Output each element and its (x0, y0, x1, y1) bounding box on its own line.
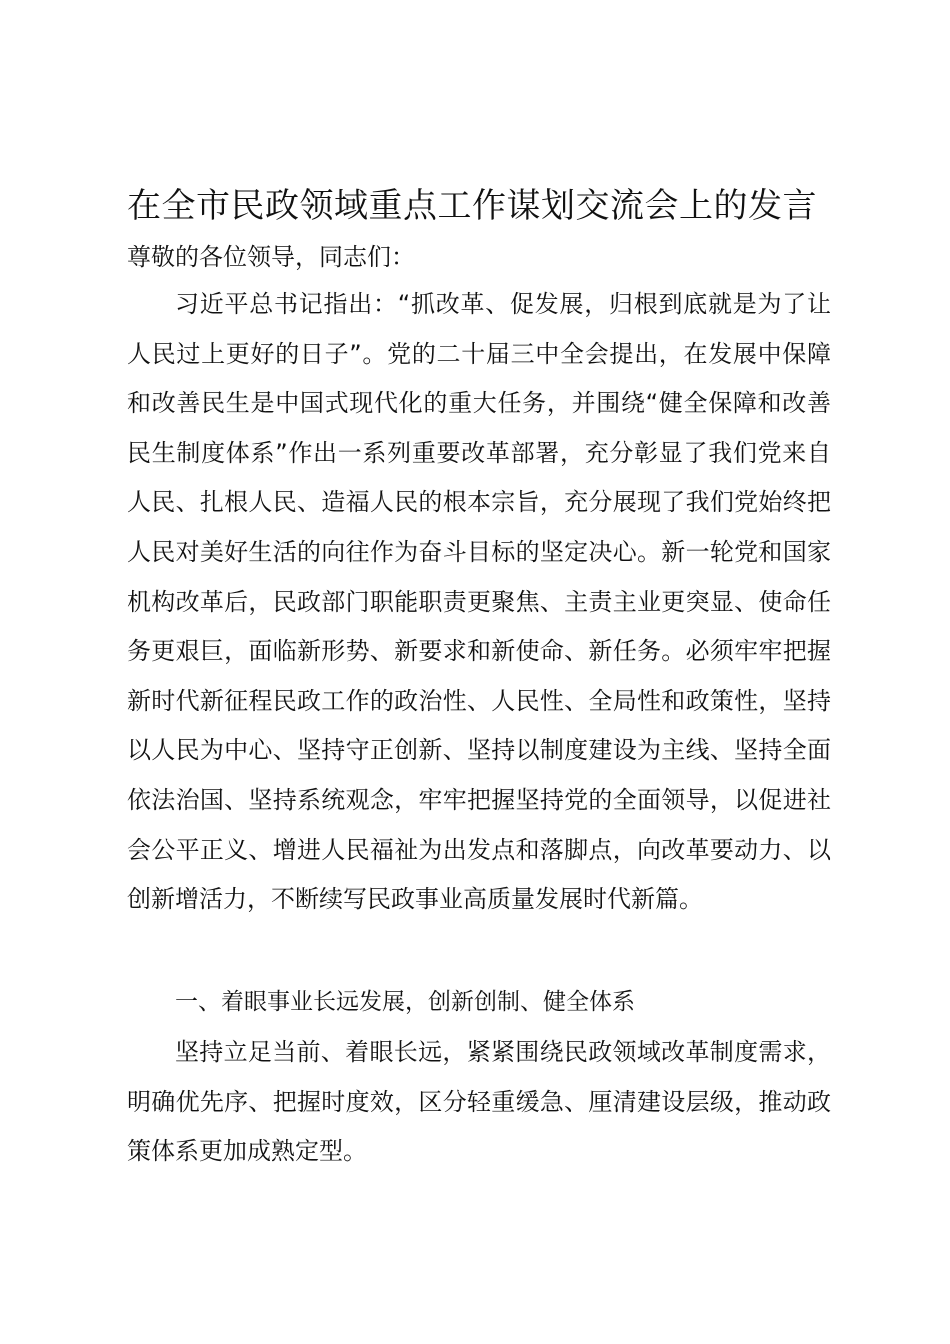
body-paragraph-2: 坚持立足当前、着眼长远，紧紧围绕民政领域改革制度需求，明确优先序、把握时度效，区分轻重缓急、厘清建设层级，推动政策体系更加成熟定型。 (127, 1038, 831, 1166)
salutation: 尊敬的各位领导，同志们： (127, 243, 415, 271)
document-title: 在全市民政领域重点工作谋划交流会上的发言 (127, 186, 817, 226)
section-heading-1: 一、着眼事业长远发展，创新创制、健全体系 (175, 989, 635, 1015)
body-paragraph-1: 习近平总书记指出：“抓改革、促发展，归根到底就是为了让人民过上更好的日子”。党的二十届三中全会提出，在发展中保障和改善民生是中国式现代化的重大任务，并围绕“健全保障和改善民生制度体系”作出一系列重要改革部署，充分彰显了我们党来自人民、扎根人民、造福人民的根本宗旨，充分展现了我们党始终把人民对美好生活的向往作为奋斗目标的坚定决心。新一轮党和国家机构改革后，民政部门职能职责更聚焦、主责主业更突显、使命任务更艰巨，面临新形势、新要求和新使命、新任务。必须牢牢把握新时代新征程民政工作的政治性、人民性、全局性和政策性，坚持以人民为中心、坚持守正创新、坚持以制度建设为主线、坚持全面依法治国、坚持系统观念，牢牢把握坚持党的全面领导，以促进社会公平正义、增进人民福祉为出发点和落脚点，向改革要动力、以创新增活力，不断续写民政事业高质量发展时代新篇。 (127, 290, 831, 914)
